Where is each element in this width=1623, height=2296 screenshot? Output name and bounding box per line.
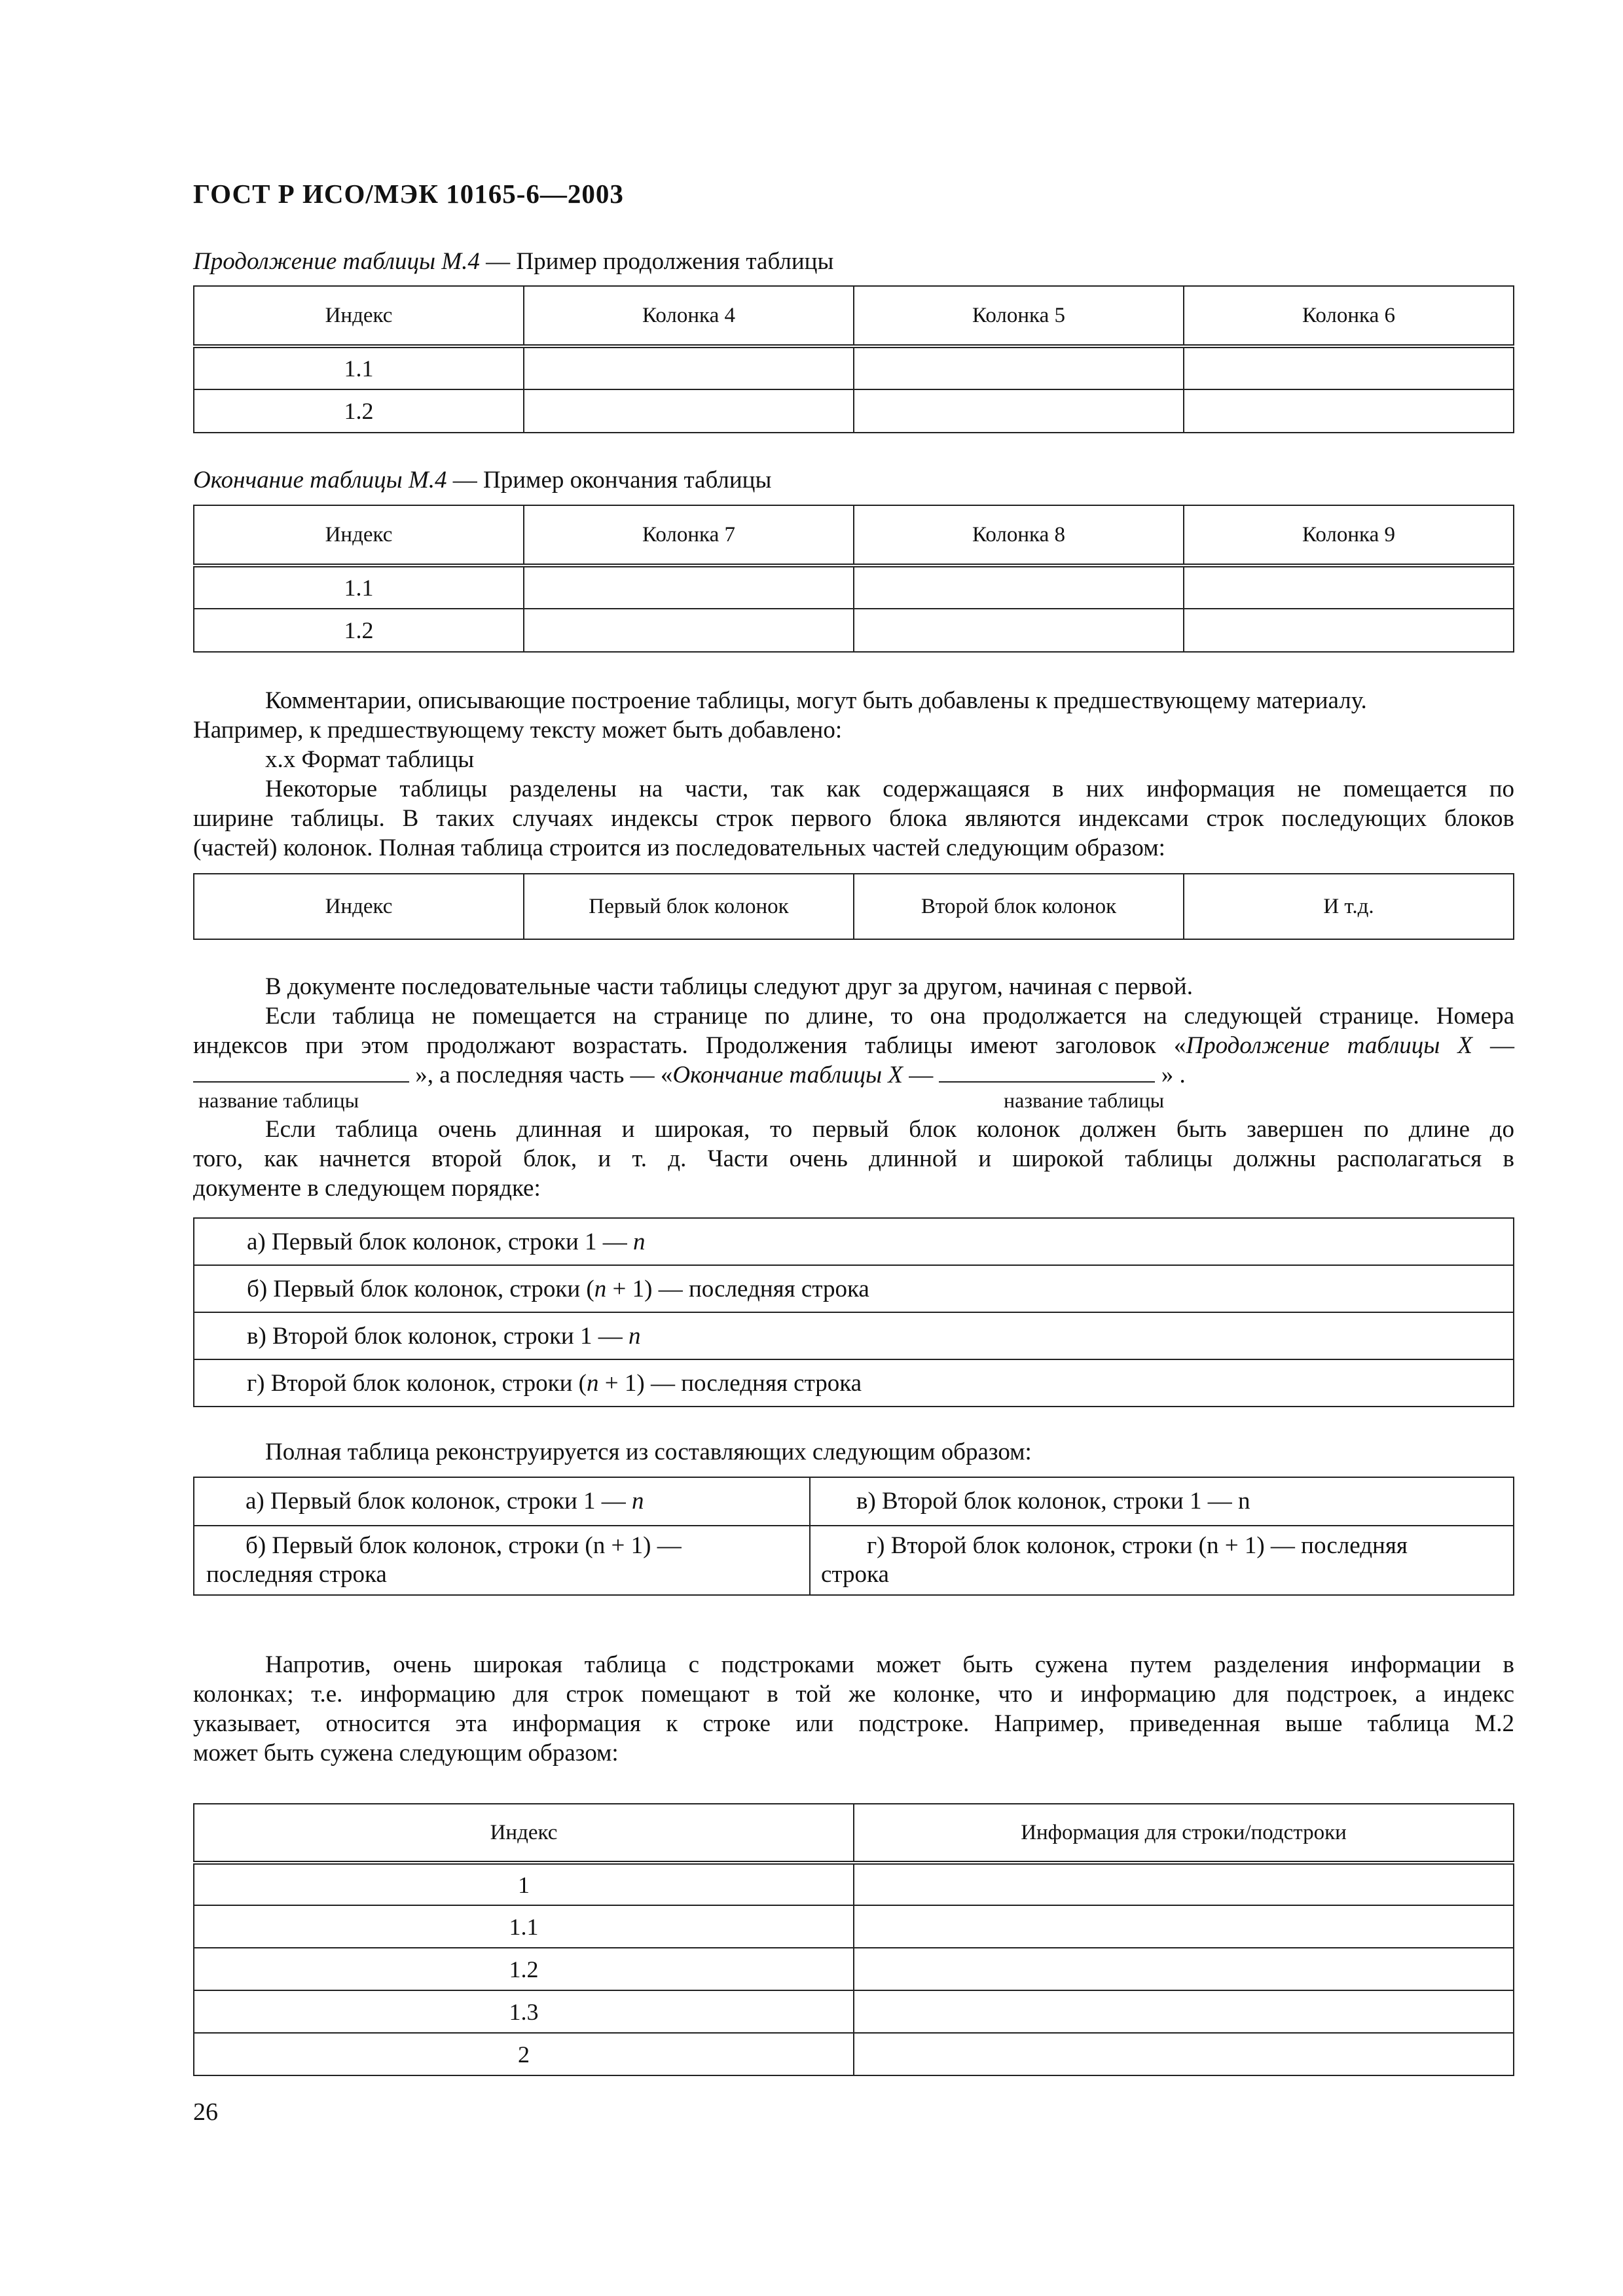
table-cell <box>1184 565 1514 609</box>
header-cell: И т.д. <box>1184 874 1514 939</box>
paragraph-line: (частей) колонок. Полная таблица строится из последовательных частей следующим образом: <box>193 834 1165 861</box>
table-cell: 1.1 <box>194 1905 854 1948</box>
text-span: а) Первый блок колонок, строки 1 — <box>247 1228 634 1255</box>
cell-line: последняя строка <box>206 1561 387 1588</box>
reconstruction-table <box>193 1477 1514 1596</box>
table-cell <box>1184 609 1514 652</box>
table-row <box>194 1990 1514 2033</box>
table-cell <box>524 609 854 652</box>
text-span: а) Первый блок колонок, строки 1 — <box>246 1488 632 1515</box>
text-span: г) Второй блок колонок, строки ( <box>247 1369 587 1397</box>
text-span: + 1) — последняя строка <box>598 1369 862 1397</box>
text-span: — <box>1472 1032 1514 1059</box>
table-cell: 1.2 <box>194 389 524 433</box>
table-cell <box>1184 389 1514 433</box>
table-end <box>193 505 1514 653</box>
list-cell <box>194 1265 1514 1312</box>
paragraph-line: x.x Формат таблицы <box>265 746 475 773</box>
table-cell: 1.2 <box>194 609 524 652</box>
header-cell: Индекс <box>194 505 524 565</box>
paragraph-line: колонках; т.е. информацию для строк помещают в той же колонке, что и информацию для подстроек, а индекс <box>193 1681 1514 1708</box>
table-cell <box>524 565 854 609</box>
table-cell: 1.3 <box>194 1990 854 2033</box>
paragraph-line <box>193 1031 1514 1060</box>
caption-italic: Продолжение таблицы М.4 <box>193 248 480 275</box>
paragraph-line: Комментарии, описывающие построение таблицы, могут быть добавлены к предшествующему материалу. <box>265 687 1367 714</box>
table-cell: 1.2 <box>194 1948 854 1990</box>
table-cell: 1.1 <box>194 565 524 609</box>
table-cell: в) Второй блок колонок, строки 1 — n <box>810 1477 1514 1526</box>
blank-line <box>193 1081 409 1083</box>
text-span: » . <box>1161 1062 1186 1088</box>
header-cell: Колонка 7 <box>524 505 854 565</box>
table-cell <box>524 346 854 389</box>
table-row <box>194 1526 1514 1595</box>
header-cell: Индекс <box>194 286 524 346</box>
paragraph-line: Если таблица не помещается на странице по длине, то она продолжается на следующей странице. Номера <box>265 1003 1514 1030</box>
table-header-row <box>194 505 1514 565</box>
paragraph-line: ширине таблицы. В таких случаях индексы строк первого блока являются индексами строк последующих блоков <box>193 805 1514 832</box>
list-row <box>194 1265 1514 1312</box>
table-row <box>194 1477 1514 1526</box>
header-cell: Первый блок колонок <box>524 874 854 939</box>
table-row <box>194 1948 1514 1990</box>
list-cell <box>194 1312 1514 1359</box>
italic-span: n <box>628 1322 641 1350</box>
caption-italic: Окончание таблицы М.4 <box>193 467 447 493</box>
table-cell <box>854 565 1184 609</box>
italic-span: n <box>587 1369 599 1397</box>
table-cell <box>854 346 1184 389</box>
blank-line <box>939 1081 1155 1083</box>
list-cell <box>194 1218 1514 1265</box>
blank-label: название таблицы <box>1004 1088 1165 1112</box>
page-number: 26 <box>193 2098 218 2126</box>
header-cell: Информация для строки/подстроки <box>854 1804 1514 1863</box>
list-row <box>194 1312 1514 1359</box>
paragraph-line: Например, к предшествующему тексту может быть добавлено: <box>193 717 843 744</box>
header-cell: Второй блок колонок <box>854 874 1184 939</box>
order-list-table <box>193 1217 1514 1407</box>
italic-span: Продолжение таблицы X <box>1186 1032 1472 1059</box>
table-cell: 2 <box>194 2033 854 2075</box>
text-span: индексов при этом продолжают возрастать. Продолжения таблицы имеют заголовок « <box>193 1032 1186 1059</box>
table-cell <box>194 1526 810 1595</box>
paragraph-line <box>193 1060 1186 1090</box>
table-cell <box>1184 346 1514 389</box>
paragraph-line: может быть сужена следующим образом: <box>193 1740 619 1767</box>
header-cell: Колонка 6 <box>1184 286 1514 346</box>
paragraph-line: В документе последовательные части таблицы следуют друг за другом, начиная с первой. <box>265 973 1193 1000</box>
table-cell <box>854 1990 1514 2033</box>
document-header: ГОСТ Р ИСО/МЭК 10165-6—2003 <box>193 179 624 209</box>
italic-span: n <box>594 1275 607 1302</box>
paragraph-line: Некоторые таблицы разделены на части, так как содержащаяся в них информация не помещается по <box>265 776 1514 802</box>
paragraph-line: документе в следующем порядке: <box>193 1175 541 1202</box>
paragraph-line: Напротив, очень широкая таблица с подстроками может быть сужена путем разделения информации в <box>265 1651 1514 1678</box>
cell-line: б) Первый блок колонок, строки (n + 1) — <box>246 1532 682 1559</box>
cell-line: г) Второй блок колонок, строки (n + 1) — последняя <box>867 1532 1408 1559</box>
header-cell: Индекс <box>194 1804 854 1863</box>
text-span: в) Второй блок колонок, строки 1 — <box>247 1322 629 1350</box>
table-cell <box>854 1905 1514 1948</box>
table-row <box>194 565 1514 609</box>
italic-span: Окончание таблицы X <box>672 1062 903 1088</box>
header-cell: Колонка 8 <box>854 505 1184 565</box>
blank-label: название таблицы <box>198 1088 359 1112</box>
italic-span: n <box>632 1488 644 1515</box>
table-cell <box>810 1526 1514 1595</box>
table-cell <box>524 389 854 433</box>
table-header-row <box>194 1804 1514 1863</box>
header-cell: Индекс <box>194 874 524 939</box>
paragraph-line: указывает, относится эта информация к строке или подстроке. Например, приведенная выше таблица М.2 <box>193 1710 1514 1737</box>
text-span: б) Первый блок колонок, строки ( <box>247 1275 594 1302</box>
table-cell <box>854 1863 1514 1905</box>
header-cell: Колонка 9 <box>1184 505 1514 565</box>
paragraph-line: Если таблица очень длинная и широкая, то первый блок колонок должен быть завершен по длине до <box>265 1116 1514 1143</box>
table-row <box>194 609 1514 652</box>
caption-text: — Пример продолжения таблицы <box>479 248 834 275</box>
text-span: + 1) — последняя строка <box>606 1275 869 1302</box>
table-row <box>194 2033 1514 2075</box>
table-end-caption <box>193 466 771 494</box>
list-cell <box>194 1359 1514 1407</box>
paragraph-line: того, как начнется второй блок, и т. д. Части очень длинной и широкой таблицы должны располагаться в <box>193 1145 1514 1172</box>
table-header-row <box>194 286 1514 346</box>
narrow-table <box>193 1803 1514 2076</box>
italic-span: n <box>633 1228 646 1255</box>
table-cell <box>854 1948 1514 1990</box>
table-cell <box>854 2033 1514 2075</box>
list-row <box>194 1218 1514 1265</box>
blocks-table <box>193 873 1514 940</box>
text-span: », а последняя часть — « <box>415 1062 673 1088</box>
table-row <box>194 1863 1514 1905</box>
cell-line: строка <box>821 1561 889 1588</box>
table-cell <box>194 1477 810 1526</box>
table-row <box>194 389 1514 433</box>
table-cell: 1 <box>194 1863 854 1905</box>
paragraph-line: Полная таблица реконструируется из составляющих следующим образом: <box>265 1439 1032 1465</box>
table-continuation-caption <box>193 247 833 276</box>
table-cell: 1.1 <box>194 346 524 389</box>
table-cell <box>854 609 1184 652</box>
table-header-row <box>194 874 1514 939</box>
table-cell <box>854 389 1184 433</box>
table-row <box>194 346 1514 389</box>
header-cell: Колонка 5 <box>854 286 1184 346</box>
text-span: — <box>902 1062 934 1088</box>
caption-text: — Пример окончания таблицы <box>447 467 772 493</box>
list-row <box>194 1359 1514 1407</box>
header-cell: Колонка 4 <box>524 286 854 346</box>
table-row <box>194 1905 1514 1948</box>
table-continuation <box>193 285 1514 433</box>
